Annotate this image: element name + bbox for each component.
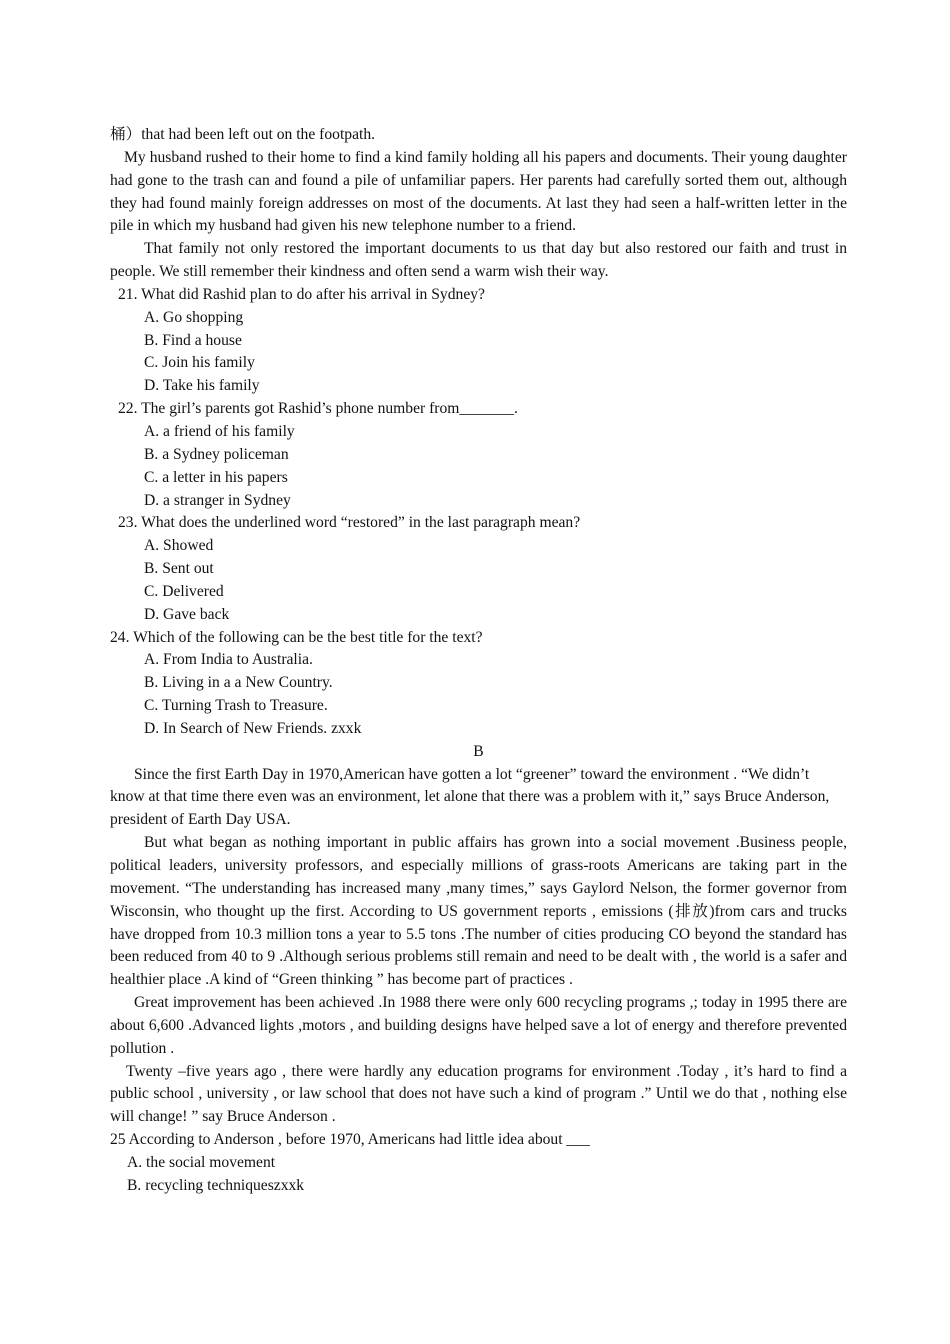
passage-b-paragraph-4: Twenty –five years ago , there were hardly any education programs for environment .Today , it’s hard to find a public school , university , or law school that does not have such a kind of program .” Until we do that , nothing else will change! ” say Bruce Anderson . (110, 1062, 847, 1126)
question-22-option-d: D. a stranger in Sydney (144, 491, 291, 509)
question-23-option-c: C. Delivered (144, 582, 224, 600)
question-24-option-b: B. Living in a a New Country. (144, 674, 333, 692)
question-21-option-d: D. Take his family (144, 377, 260, 395)
question-21-option-c: C. Join his family (144, 354, 255, 372)
question-25-option-a: A. the social movement (127, 1153, 276, 1171)
question-21-option-a: A. Go shopping (144, 308, 244, 326)
question-21-option-b: B. Find a house (144, 331, 242, 349)
question-22-option-b: B. a Sydney policeman (144, 445, 289, 463)
question-22-option-c: C. a letter in his papers (144, 468, 288, 486)
question-24-option-c: C. Turning Trash to Treasure. (144, 697, 328, 715)
question-24-option-a: A. From India to Australia. (144, 651, 313, 669)
passage-a-continued: 桶）that had been left out on the footpath. (110, 126, 376, 143)
section-b-heading: B (473, 742, 484, 760)
question-24-stem: 24. Which of the following can be the best title for the text? (110, 628, 483, 646)
question-22-option-a: A. a friend of his family (144, 422, 295, 440)
question-23-option-b: B. Sent out (144, 560, 214, 578)
passage-b-paragraph-1: Since the first Earth Day in 1970,American have gotten a lot “greener” toward the environment . “We didn’t know at that time there even was an environment, let alone that there was a problem with it,” says Bruce Anderson, president of Earth Day USA. (110, 765, 830, 829)
passage-a-paragraph-3: That family not only restored the important documents to us that day but also restored our faith and trust in people. We still remember their kindness and often send a warm wish their way. (110, 240, 847, 281)
question-22-stem: 22. The girl’s parents got Rashid’s phone number from_______. (118, 400, 518, 418)
question-25-option-b: B. recycling techniqueszxxk (127, 1176, 305, 1194)
question-23-stem: 23. What does the underlined word “restored” in the last paragraph mean? (118, 514, 581, 532)
question-23-option-d: D. Gave back (144, 605, 230, 623)
passage-b-paragraph-2: But what began as nothing important in public affairs has grown into a social movement .Business people, political leaders, university professors, and especially millions of grass-roots Americans are taking part in the movement. “The understanding has increased many ,many times,” says Gaylord Nelson, the former governor from Wisconsin, who thought up the first. According to US government reports , emissions (排放)from cars and trucks have dropped from 10.3 million tons a year to 5.5 tons .The number of cities producing CO beyond the standard has been reduced from 40 to 9 .Although serious problems still remain and need to be dealt with , the world is a safer and healthier place .A kind of “Green thinking ” has become part of practices . (110, 834, 847, 989)
question-24-option-d: D. In Search of New Friends. zxxk (144, 719, 362, 737)
passage-b-paragraph-3: Great improvement has been achieved .In 1988 there were only 600 recycling programs ,; today in 1995 there are about 6,600 .Advanced lights ,motors , and building designs have helped save a lot of energy and therefore prevented pollution . (110, 994, 847, 1057)
question-25-stem: 25 According to Anderson , before 1970, Americans had little idea about ___ (110, 1131, 590, 1149)
passage-a-paragraph-2: My husband rushed to their home to find a kind family holding all his papers and documents. Their young daughter had gone to the trash can and found a pile of unfamiliar papers. Her parents had carefully sorted them out, although they had found mainly foreign addresses on most of the documents. At last they had seen a half-written letter in the pile in which my husband had given his new telephone number to a friend. (110, 148, 847, 235)
question-21-stem: 21. What did Rashid plan to do after his arrival in Sydney? (118, 285, 485, 303)
exam-page (110, 124, 847, 1198)
question-23-option-a: A. Showed (144, 537, 214, 555)
